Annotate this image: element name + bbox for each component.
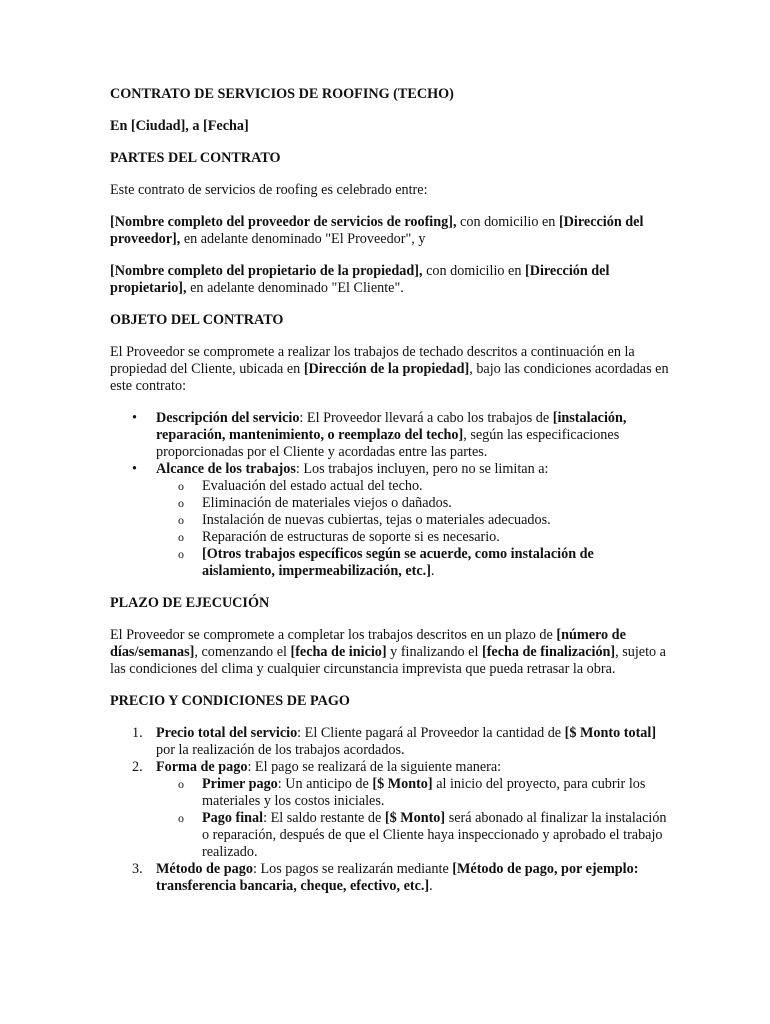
list-item: [156, 546, 670, 580]
circle-bullet-icon: o: [178, 811, 184, 825]
term-heading: PLAZO DE EJECUCIÓN: [110, 595, 270, 611]
term-duration: [número de días/semanas]: [110, 627, 626, 660]
final-payment-label: Pago final: [202, 810, 264, 826]
list-item: [156, 529, 670, 546]
provider-name: [Nombre completo del proveedor de servicios de roofing],: [110, 214, 457, 230]
desc-text: : El Proveedor llevará a cabo los trabajos de: [299, 410, 553, 426]
circle-bullet-icon: o: [178, 496, 184, 510]
scope-item: Reparación de estructuras de soporte si es necesario.: [202, 529, 500, 545]
object-list: [110, 410, 670, 580]
total-label: Precio total del servicio: [156, 725, 298, 741]
item-number: 2.: [132, 759, 143, 775]
list-item: [110, 410, 670, 461]
final-payment-end: será abonado al finalizar la instalación o reparación, después de que el Cliente haya inspeccionado y aprobado el trabajo realizado.: [202, 810, 667, 860]
provider-address: [Dirección del proveedor],: [110, 214, 644, 247]
item-number: 3.: [132, 861, 143, 877]
method-options: [Método de pago, por ejemplo: transferencia bancaria, cheque, efectivo, etc.]: [156, 861, 639, 894]
list-item: [156, 512, 670, 529]
term-text: y finalizando el: [386, 644, 482, 660]
desc-end: , según las especificaciones proporcionadas por el Cliente y acordadas entre las partes.: [156, 427, 620, 460]
owner-mid: con domicilio en: [422, 263, 525, 279]
term-text: , comenzando el: [194, 644, 291, 660]
price-heading: PRECIO Y CONDICIONES DE PAGO: [110, 693, 350, 709]
contract-title: CONTRATO DE SERVICIOS DE ROOFING (TECHO): [110, 86, 454, 102]
circle-bullet-icon: o: [178, 513, 184, 527]
first-payment-end: al inicio del proyecto, para cubrir los materiales y los costos iniciales.: [202, 776, 646, 809]
property-address: [Dirección de la propiedad]: [303, 361, 470, 377]
term-text: , sujeto a las condiciones del clima y cualquier circunstancia imprevista que pueda retrasar la obra.: [110, 644, 666, 677]
scope-sublist: [156, 478, 670, 580]
scope-text: : Los trabajos incluyen, pero no se limitan a:: [295, 461, 549, 477]
provider-mid: con domicilio en: [456, 214, 559, 230]
list-item: [110, 725, 670, 759]
owner-address: [Dirección del propietario],: [110, 263, 610, 296]
term-end-date: [fecha de finalización]: [481, 644, 616, 660]
desc-bold: [instalación, reparación, mantenimiento, o reemplazo del techo]: [156, 410, 627, 443]
total-amount: [$ Monto total]: [564, 725, 657, 741]
term-start-date: [fecha de inicio]: [290, 644, 387, 660]
bullet-icon: •: [132, 461, 137, 477]
circle-bullet-icon: o: [178, 777, 184, 791]
term-paragraph: [110, 627, 670, 678]
object-intro: [110, 344, 670, 395]
list-item: [110, 759, 670, 861]
first-payment-amount: [$ Monto]: [372, 776, 433, 792]
total-end: por la realización de los trabajos acordados.: [156, 742, 405, 758]
method-end: .: [429, 878, 433, 894]
scope-other-end: .: [430, 563, 435, 579]
parties-heading: PARTES DEL CONTRATO: [110, 150, 281, 166]
item-number: 1.: [132, 725, 143, 741]
parties-intro: Este contrato de servicios de roofing es celebrado entre:: [110, 182, 428, 198]
owner-end: en adelante denominado "El Cliente".: [186, 280, 404, 296]
list-item: [156, 478, 670, 495]
final-payment-text: : El saldo restante de: [263, 810, 385, 826]
place-date: En [Ciudad], a [Fecha]: [110, 118, 249, 134]
total-text: : El Cliente pagará al Proveedor la cantidad de: [297, 725, 565, 741]
object-heading: OBJETO DEL CONTRATO: [110, 312, 284, 328]
payment-sublist: [156, 776, 670, 861]
provider-end: en adelante denominado "El Proveedor", y: [180, 231, 426, 247]
owner-name: [Nombre completo del propietario de la propiedad],: [110, 263, 423, 279]
form-text: : El pago se realizará de la siguiente manera:: [247, 759, 502, 775]
circle-bullet-icon: o: [178, 479, 184, 493]
price-list: [110, 725, 670, 895]
first-payment-label: Primer pago: [202, 776, 278, 792]
scope-item: Instalación de nuevas cubiertas, tejas o materiales adecuados.: [202, 512, 551, 528]
scope-item: Eliminación de materiales viejos o dañados.: [202, 495, 452, 511]
list-item: [156, 776, 670, 810]
object-intro-start: El Proveedor se compromete a realizar los trabajos de techado descritos a continuación en la propiedad del Cliente, ubicada en: [110, 344, 635, 377]
provider-paragraph: [110, 214, 670, 248]
object-intro-end: , bajo las condiciones acordadas en este contrato:: [110, 361, 669, 394]
term-text: El Proveedor se compromete a completar los trabajos descritos en un plazo de: [110, 627, 557, 643]
first-payment-text: : Un anticipo de: [277, 776, 373, 792]
form-label: Forma de pago: [156, 759, 248, 775]
scope-item: Evaluación del estado actual del techo.: [202, 478, 423, 494]
bullet-icon: •: [132, 410, 137, 426]
circle-bullet-icon: o: [178, 530, 184, 544]
list-item: [110, 861, 670, 895]
method-label: Método de pago: [156, 861, 253, 877]
owner-paragraph: [110, 263, 670, 297]
scope-label: Alcance de los trabajos: [156, 461, 296, 477]
desc-label: Descripción del servicio: [156, 410, 300, 426]
circle-bullet-icon: o: [178, 547, 184, 561]
list-item: [110, 461, 670, 580]
scope-other: [Otros trabajos específicos según se acuerde, como instalación de aislamiento, impermeabilización, etc.]: [202, 546, 594, 579]
method-text: : Los pagos se realizarán mediante: [252, 861, 453, 877]
list-item: [156, 810, 670, 861]
final-payment-amount: [$ Monto]: [384, 810, 446, 826]
list-item: [156, 495, 670, 512]
